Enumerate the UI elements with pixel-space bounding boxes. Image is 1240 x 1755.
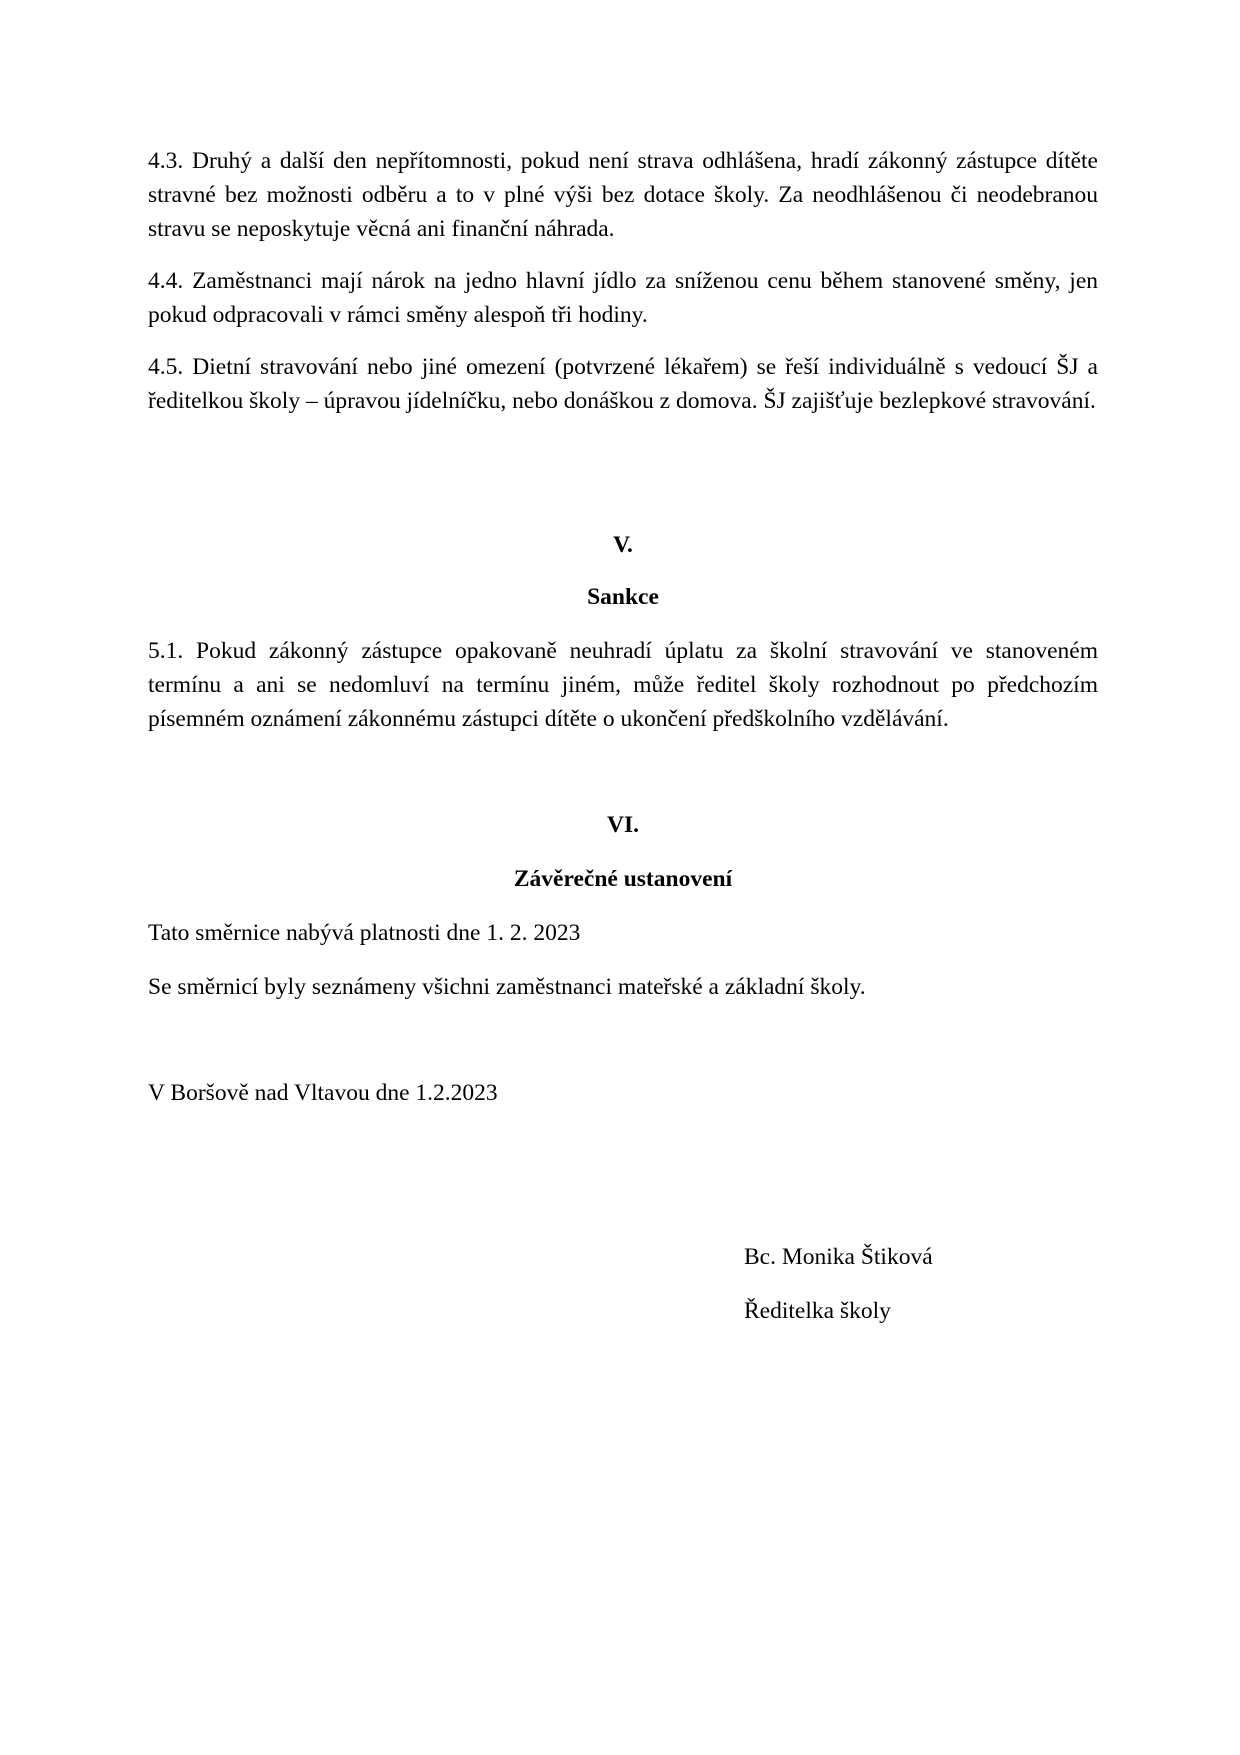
section-5-title: Sankce [587,584,659,610]
paragraph-4-3: 4.3. Druhý a další den nepřítomnosti, pokud není strava odhlášena, hradí zákonný zástupce dítěte stravné bez možnosti odběru a to v plné výši bez dotace školy. Za neodhlášenou či neodebranou stravu se neposkytuje věcná ani finanční náhrada. [148,148,1098,242]
paragraph-4-5: 4.5. Dietní stravování nebo jiné omezení (potvrzené lékařem) se řeší individuálně s vedoucí ŠJ a ředitelkou školy – úpravou jídelníčku, nebo donáškou z domova. ŠJ zajišťuje bezlepkové stravování. [148,354,1098,414]
section-6-title: Závěrečné ustanovení [513,866,733,892]
signature-name: Bc. Monika Štiková [744,1244,933,1270]
validity-statement: Tato směrnice nabývá platnosti dne 1. 2. 2023 [148,920,581,946]
employees-statement: Se směrnicí byly seznámeny všichni zaměstnanci mateřské a základní školy. [148,974,866,1000]
signature-role: Ředitelka školy [744,1298,891,1324]
paragraph-5-1: 5.1. Pokud zákonný zástupce opakovaně neuhradí úplatu za školní stravování ve stanoveném termínu a ani se nedomluví na termínu jiném, může ředitel školy rozhodnout po předchozím písemném oznámení zákonnému zástupci dítěte o ukončení předškolního vzdělávání. [148,638,1098,732]
section-5-number: V. [613,532,633,558]
place-and-date: V Boršově nad Vltavou dne 1.2.2023 [148,1080,498,1106]
paragraph-4-4: 4.4. Zaměstnanci mají nárok na jedno hlavní jídlo za sníženou cenu během stanovené směny, jen pokud odpracovali v rámci směny alespoň tři hodiny. [148,268,1098,328]
section-6-number: VI. [607,812,639,838]
